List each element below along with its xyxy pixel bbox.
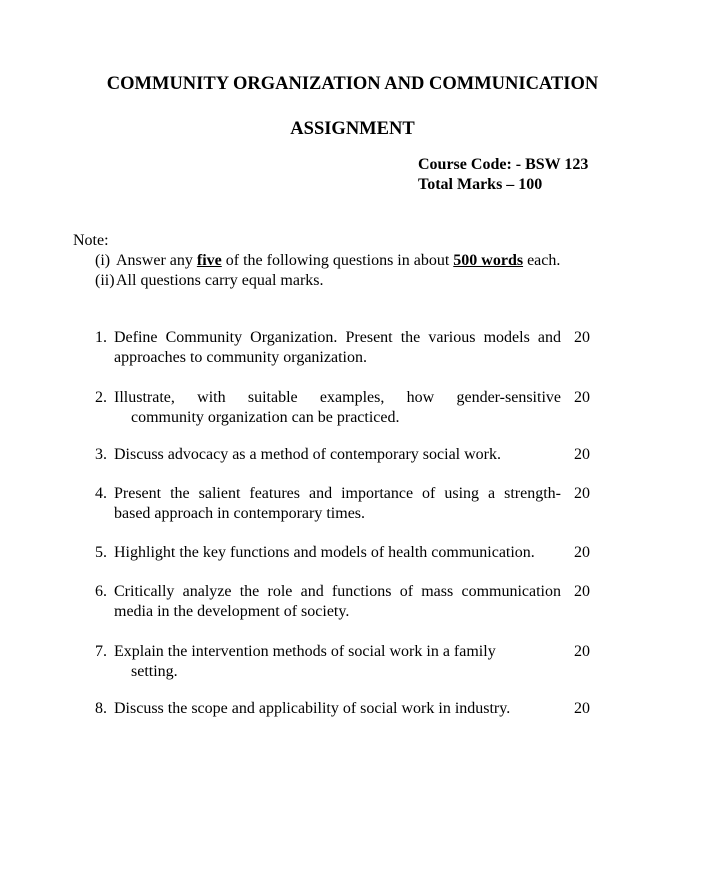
document-title: COMMUNITY ORGANIZATION AND COMMUNICATION <box>106 74 599 94</box>
question-marks: 20 <box>574 329 590 346</box>
question-number: 5. <box>95 544 107 561</box>
course-meta <box>418 155 588 195</box>
question-text-line: Discuss the scope and applicability of social work in industry. <box>114 700 511 717</box>
question-number: 4. <box>95 485 107 502</box>
question-text-line: Present the salient features and importance of using a strength- <box>114 485 561 502</box>
question-text <box>114 484 561 524</box>
note-item-text: of the following questions in about <box>221 252 454 269</box>
question-text-line: Discuss advocacy as a method of contemporary social work. <box>114 446 501 463</box>
question-marks: 20 <box>574 700 590 717</box>
question-marks: 20 <box>574 446 590 463</box>
question-text <box>114 328 561 368</box>
question-text-line: Critically analyze the role and functions of mass communication <box>114 583 561 600</box>
question-text-line: setting. <box>131 663 178 680</box>
note-item-number: (ii) <box>95 272 115 289</box>
question-text <box>114 445 561 465</box>
question-marks: 20 <box>574 583 590 600</box>
question-text <box>114 699 561 719</box>
question-number: 1. <box>95 329 107 346</box>
note-list <box>95 251 560 291</box>
note-item-text: each. <box>523 252 561 269</box>
question-text-line: Explain the intervention methods of social work in a family <box>114 643 496 660</box>
question-text-line: Illustrate, with suitable examples, how gender-sensitive <box>114 389 561 406</box>
question-number: 6. <box>95 583 107 600</box>
note-item-text: All questions carry equal marks. <box>116 272 324 289</box>
question-marks: 20 <box>574 544 590 561</box>
course-code: Course Code: - BSW 123 <box>418 156 589 173</box>
question-text-line: approaches to community organization. <box>114 349 367 366</box>
question-number: 8. <box>95 700 107 717</box>
note-item <box>95 271 560 291</box>
note-label: Note: <box>73 232 109 249</box>
question-number: 7. <box>95 643 107 660</box>
question-text-line: media in the development of society. <box>114 603 350 620</box>
question-text <box>114 543 561 563</box>
question-text-line: based approach in contemporary times. <box>114 505 366 522</box>
question-marks: 20 <box>574 485 590 502</box>
note-emphasis-word-count: 500 words <box>453 252 524 269</box>
question-text-line: Define Community Organization. Present the various models and <box>114 329 561 346</box>
question-number: 3. <box>95 446 107 463</box>
question-text-line: community organization can be practiced. <box>131 409 400 426</box>
note-item <box>95 251 560 271</box>
total-marks: Total Marks – 100 <box>418 176 543 193</box>
note-item-text: Answer any <box>116 252 197 269</box>
question-text <box>114 582 561 622</box>
note-item-number: (i) <box>95 252 111 269</box>
question-marks: 20 <box>574 389 590 406</box>
question-marks: 20 <box>574 643 590 660</box>
question-text <box>114 642 561 682</box>
document-subtitle: ASSIGNMENT <box>290 119 415 139</box>
question-text-line: Highlight the key functions and models of health communication. <box>114 544 535 561</box>
question-text <box>114 388 561 428</box>
question-number: 2. <box>95 389 107 406</box>
note-emphasis-five: five <box>196 252 222 269</box>
